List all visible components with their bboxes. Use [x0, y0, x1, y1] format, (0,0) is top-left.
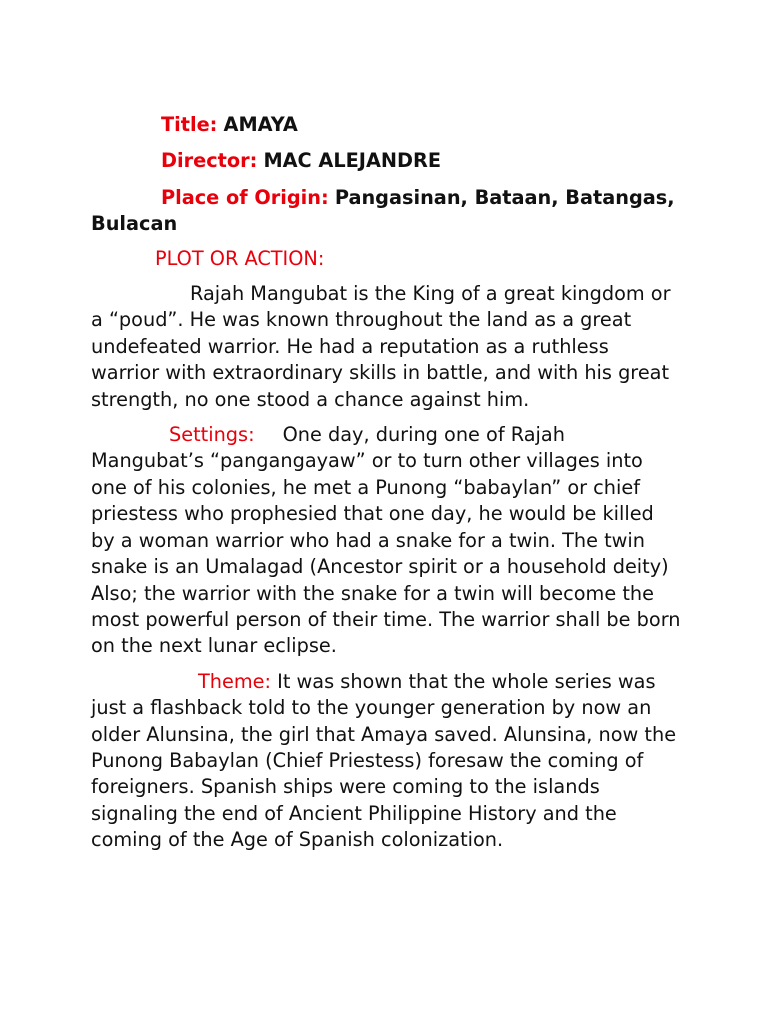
director-label: Director: [161, 149, 258, 173]
plot-heading: PLOT OR ACTION: [155, 246, 325, 270]
document-page [91, 112, 681, 863]
theme-paragraph [91, 669, 681, 854]
origin-value: Pangasinan, Bataan, Batangas, Bulacan [91, 185, 675, 236]
director-field [91, 148, 681, 174]
settings-label: Settings: [169, 423, 255, 447]
settings-text: One day, during one of Rajah Mangubat’s “pangangayaw” or to turn other villages into one of his colonies, he met a Punong “babaylan” or chief priestess who prophesied that one day, he would be killed by a woman warrior who had a snake for a twin. The twin snake is an Umalagad (Ancestor spirit or a household deity) Also; the warrior with the snake for a twin will become the most powerful person of their time. The warrior shall be born on the next lunar eclipse. [91, 423, 681, 658]
title-label: Title: [161, 113, 218, 136]
origin-field [91, 185, 681, 238]
settings-paragraph [91, 422, 681, 660]
director-value: MAC ALEJANDRE [263, 149, 442, 173]
theme-label: Theme: [198, 669, 272, 693]
title-field [91, 112, 681, 138]
theme-text: It was shown that the whole series was just a flashback told to the younger generation by now an older Alunsina, the girl that Amaya saved. Alunsina, now the Punong Babaylan (Chief Priestess) foresaw the coming of foreigners. Spanish ships were coming to the islands signaling the end of Ancient Philippine History and the coming of the Age of Spanish colonization. [91, 669, 677, 852]
title-value: AMAYA [223, 113, 298, 136]
plot-paragraph: Rajah Mangubat is the King of a great kingdom or a “poud”. He was known throughout the land as a great undefeated warrior. He had a reputation as a ruthless warrior with extraordinary skills in battle, and with his great strength, no one stood a chance against him. [91, 282, 671, 411]
origin-label: Place of Origin: [161, 185, 329, 209]
